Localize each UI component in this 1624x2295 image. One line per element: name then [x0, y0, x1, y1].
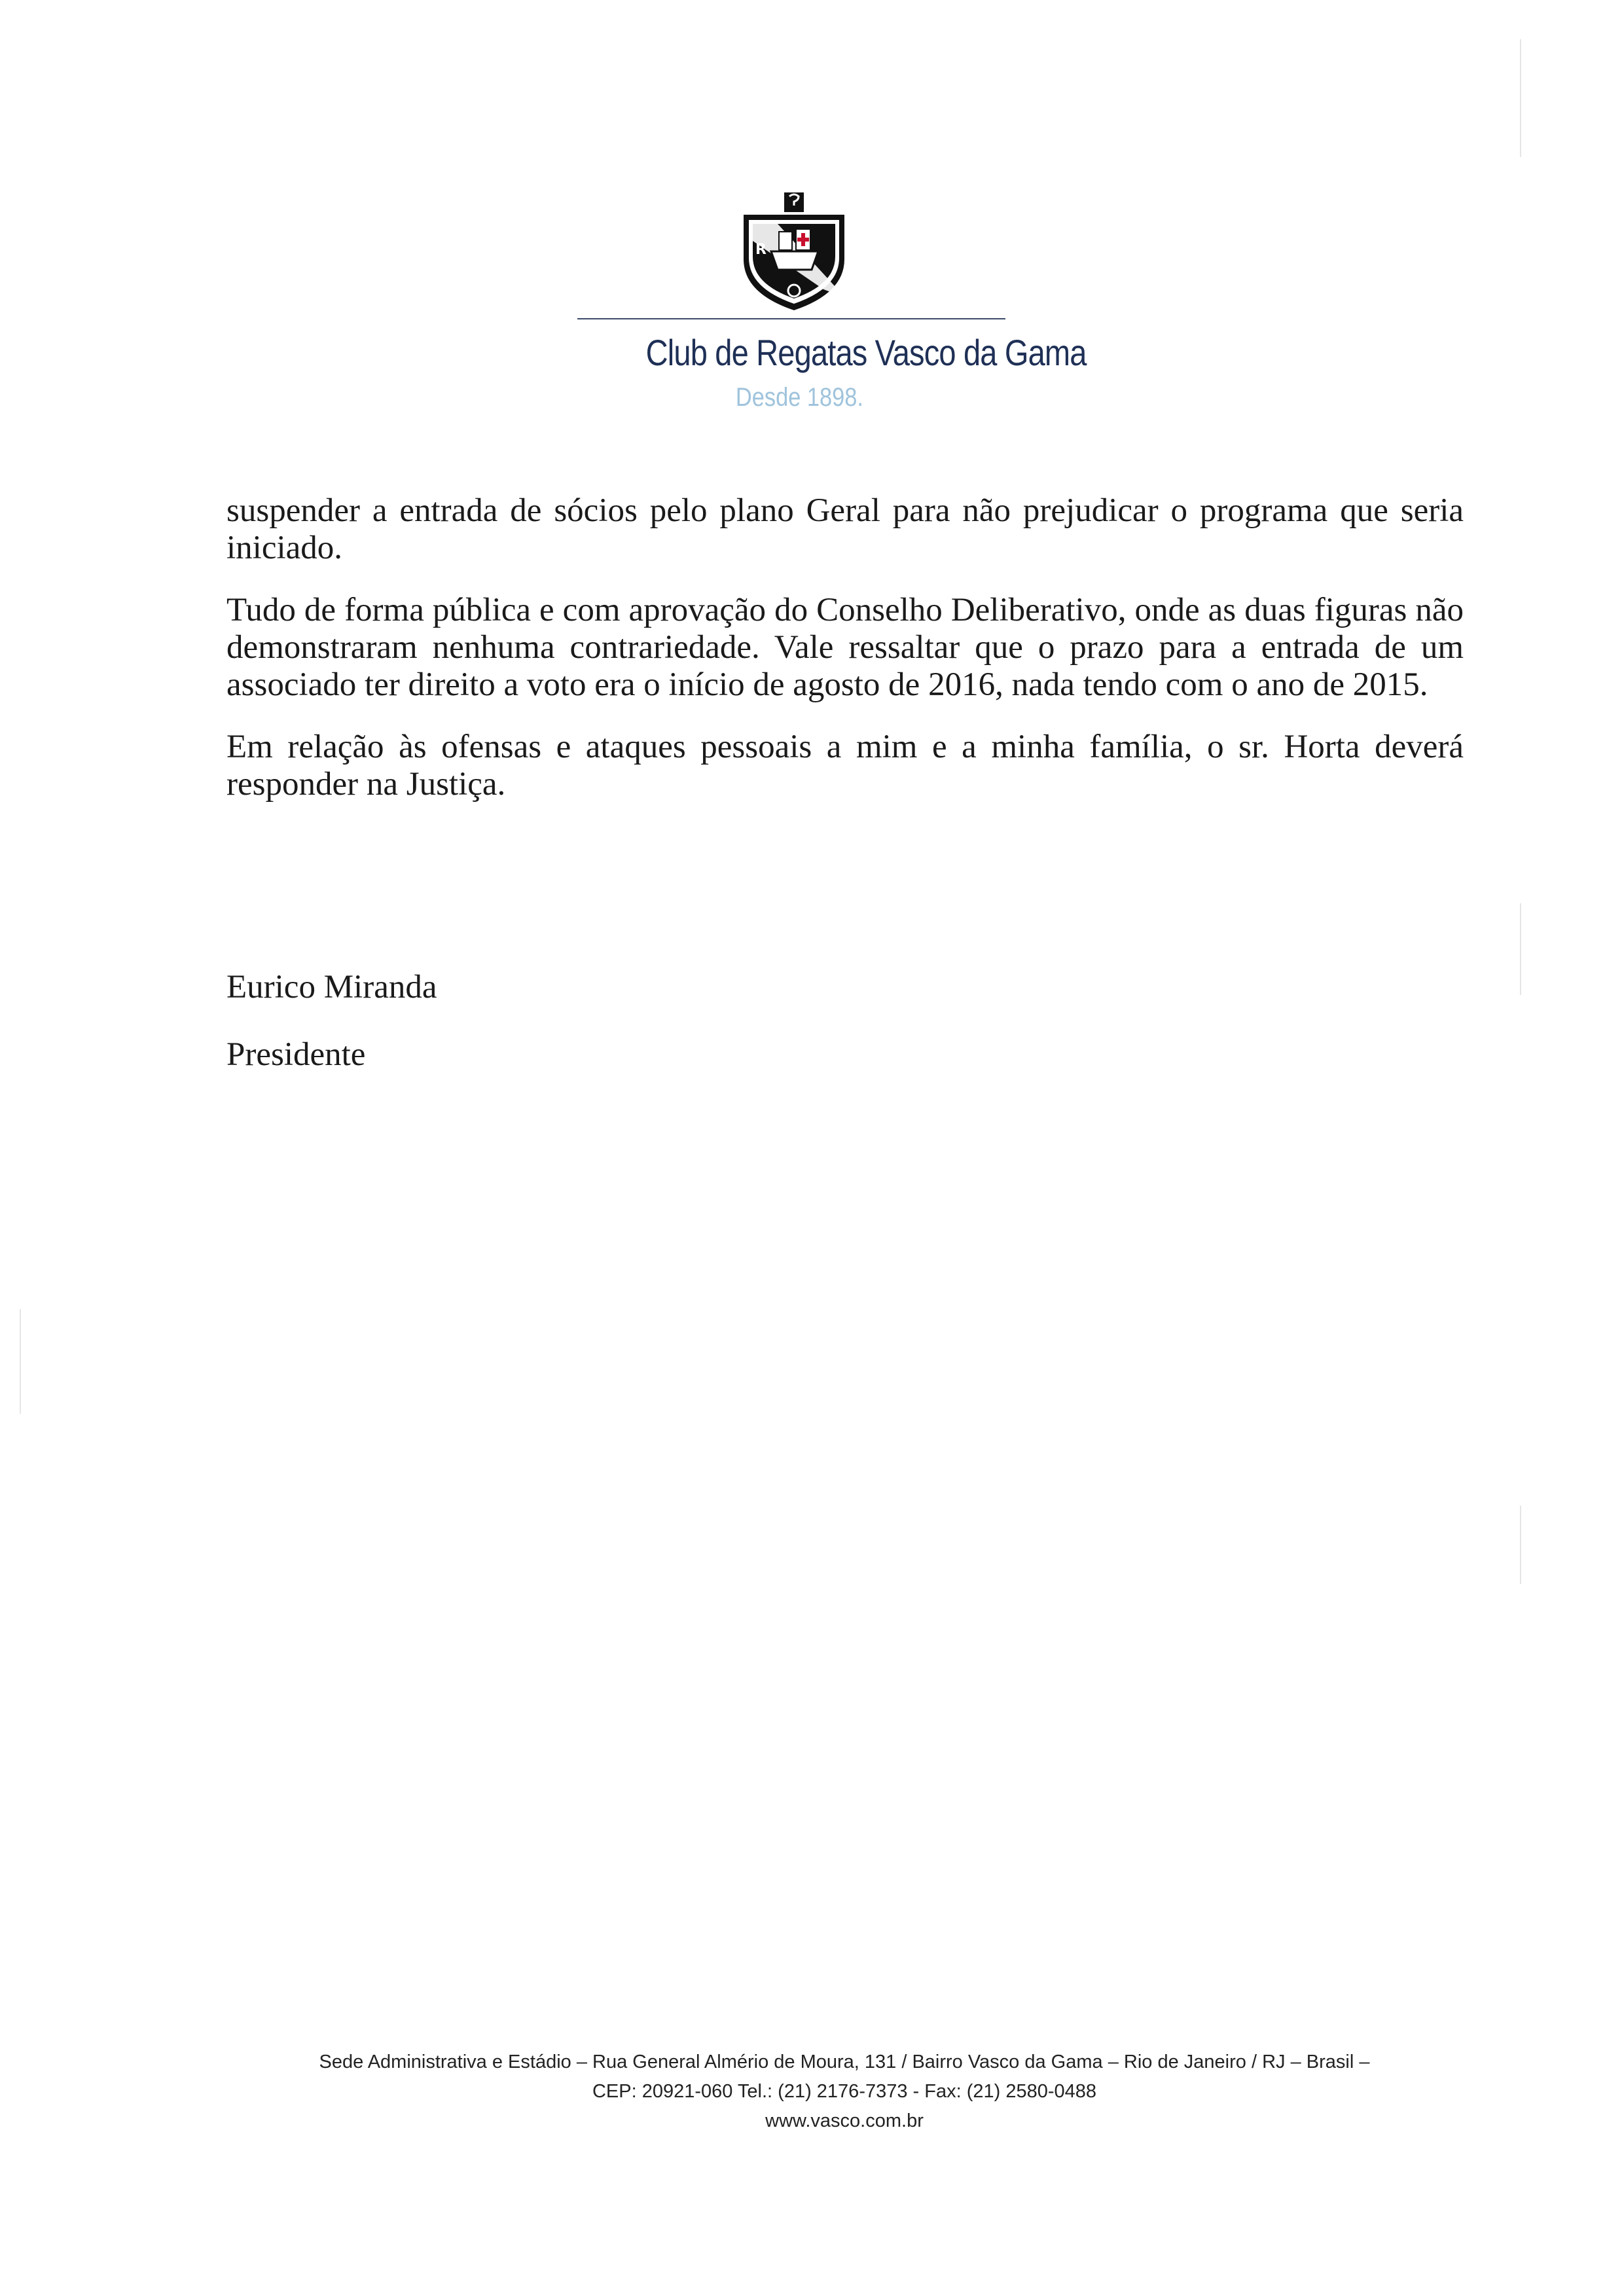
- letter-body: [226, 492, 1464, 828]
- paragraph: Em relação às ofensas e ataques pessoais a mim e a minha família, o sr. Horta deverá responder na Justiça.: [226, 729, 1464, 803]
- paragraph: suspender a entrada de sócios pelo plano Geral para não prejudicar o programa que seria iniciado.: [226, 492, 1464, 566]
- scan-edge-mark: [1520, 39, 1521, 157]
- letterhead: [0, 183, 1624, 445]
- club-name: Club de Regatas Vasco da Gama: [645, 332, 1087, 373]
- scan-edge-mark: [20, 1309, 21, 1414]
- vasco-crest-icon: [738, 189, 850, 313]
- signatory-name: Eurico Miranda: [226, 969, 437, 1005]
- footer-website: www.vasco.com.br: [765, 2110, 924, 2131]
- letterhead-rule: [577, 318, 1005, 319]
- letter-footer: [196, 2048, 1492, 2136]
- paragraph: Tudo de forma pública e com aprovação do Conselho Deliberativo, onde as duas figuras não demonstraram nenhuma contrariedade. Vale ressaltar que o prazo para a entrada de um associado ter direito a voto era o início de agosto de 2016, nada tendo com o ano de 2015.: [226, 592, 1464, 703]
- svg-text:R: R: [755, 242, 767, 258]
- club-since: Desde 1898.: [735, 383, 863, 412]
- footer-address: Sede Administrativa e Estádio – Rua General Almério de Moura, 131 / Bairro Vasco da Gama – Rio de Janeiro / RJ – Brasil –: [319, 2051, 1370, 2072]
- footer-contact: CEP: 20921-060 Tel.: (21) 2176-7373 - Fax: (21) 2580-0488: [592, 2081, 1097, 2102]
- signature-block: [226, 969, 437, 1104]
- signatory-title: Presidente: [226, 1036, 366, 1073]
- scan-edge-mark: [1520, 1506, 1521, 1584]
- scan-edge-mark: [1520, 903, 1521, 995]
